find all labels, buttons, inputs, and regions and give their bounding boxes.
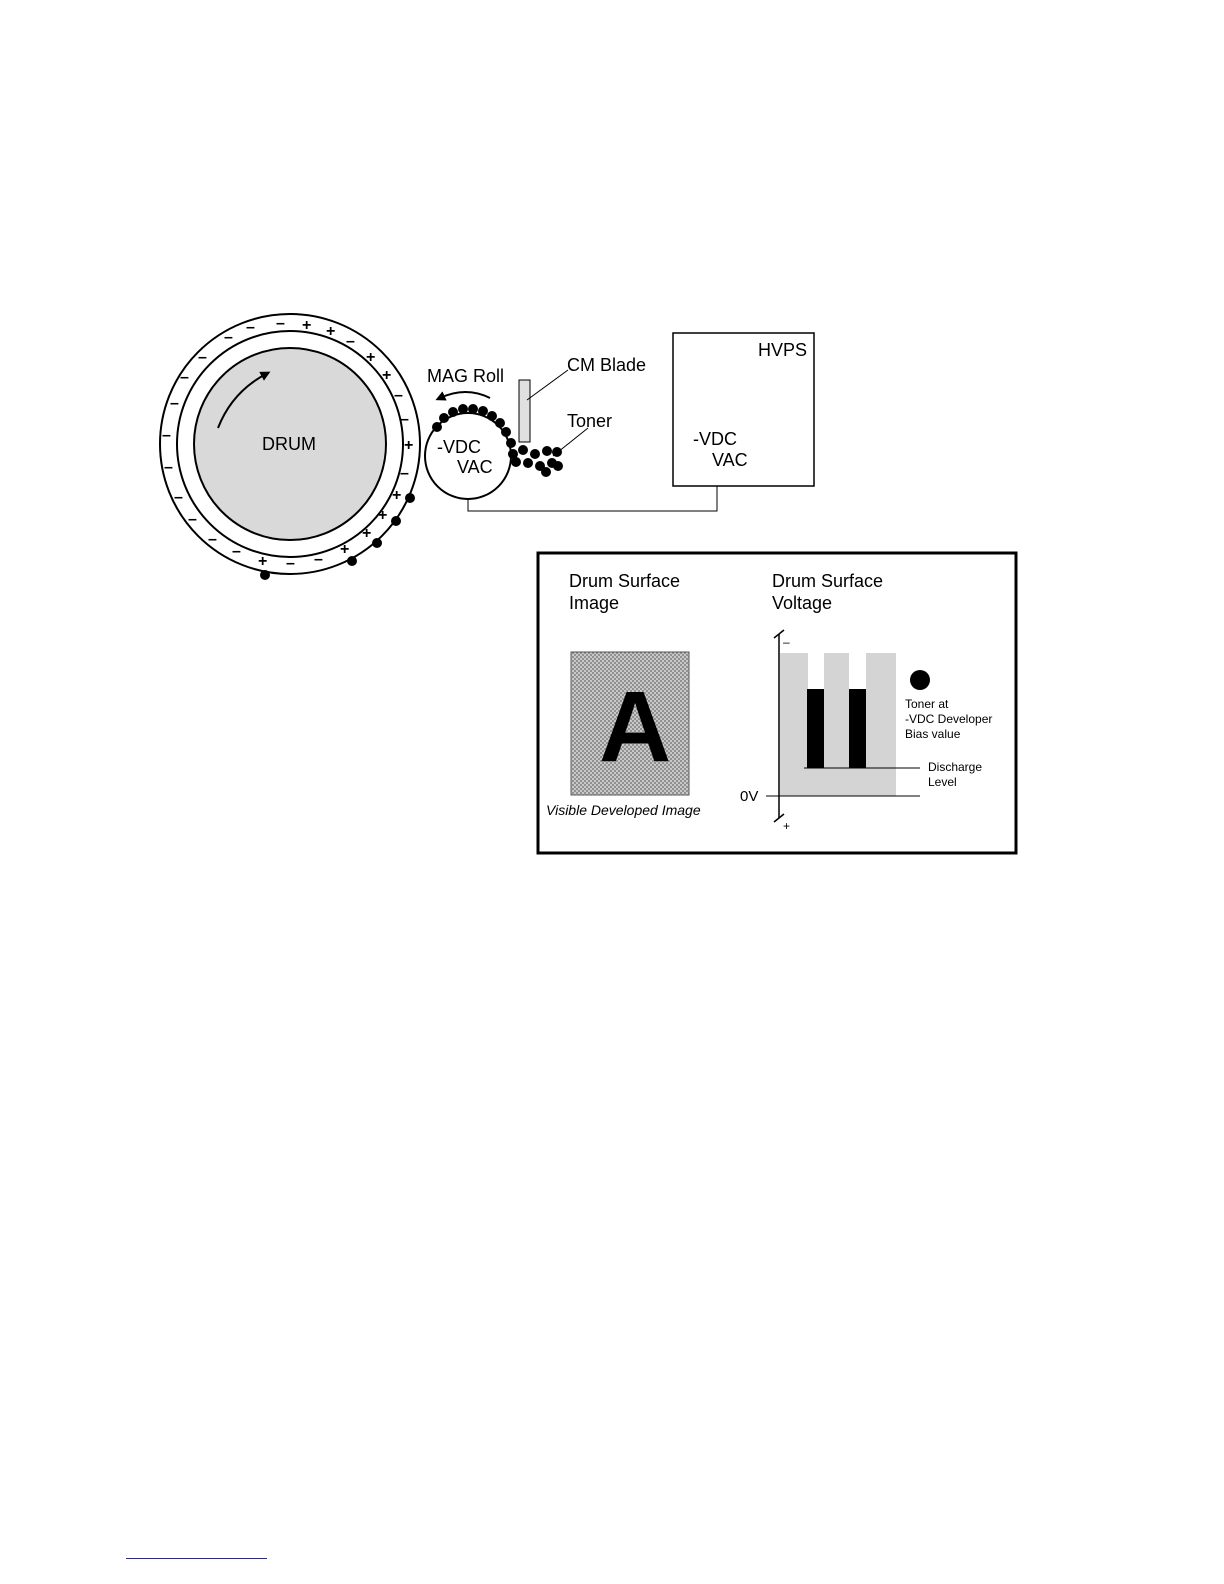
toner-particle [347, 556, 357, 566]
charge-plus: + [378, 507, 388, 524]
mag-roll-vdc: -VDC [437, 437, 481, 457]
voltage-toner-bar [849, 689, 866, 768]
toner-note-line3: Bias value [905, 727, 961, 741]
hvps-vdc: -VDC [693, 429, 737, 449]
charge-plus: + [258, 553, 268, 570]
toner-particle [523, 458, 533, 468]
footer-link-underline [126, 1558, 267, 1559]
charge-minus: – [174, 489, 183, 506]
mag-roll-vac: VAC [457, 457, 493, 477]
charge-minus: – [164, 459, 173, 476]
toner-particle [518, 445, 528, 455]
charge-plus: + [382, 367, 392, 384]
toner-note-line2: -VDC Developer [905, 712, 993, 726]
charge-minus: – [198, 349, 207, 366]
toner-particle [468, 404, 478, 414]
hvps-vac: VAC [712, 450, 748, 470]
toner-particle [478, 406, 488, 416]
mag-roll [425, 366, 511, 499]
charge-minus: – [232, 543, 241, 560]
cm-blade-label: CM Blade [567, 355, 647, 375]
discharge-label-line1: Discharge [928, 760, 983, 774]
charge-minus: – [162, 427, 171, 444]
charge-minus: – [286, 555, 295, 572]
bias-connection-wire [468, 486, 717, 511]
charge-plus: + [340, 541, 350, 558]
toner-particle [542, 446, 552, 456]
voltage-gap [808, 653, 824, 689]
charge-minus: – [246, 319, 255, 336]
charge-minus: – [188, 511, 197, 528]
toner-particle [448, 407, 458, 417]
charge-minus: – [346, 333, 355, 350]
voltage-grey-base [780, 653, 896, 796]
charge-minus: – [314, 551, 323, 568]
toner-particle [506, 438, 516, 448]
zero-volt-label: 0V [740, 788, 759, 805]
mag-roll-label: MAG Roll [427, 366, 505, 386]
toner-particle [553, 461, 563, 471]
charge-minus: – [394, 387, 403, 404]
charge-plus: + [366, 349, 376, 366]
toner-particle [501, 427, 511, 437]
toner-particle [495, 418, 505, 428]
mag-roll-rotation-arrow-icon [440, 392, 490, 398]
toner-particle [432, 422, 442, 432]
toner-particle [511, 457, 521, 467]
developed-image-caption: Visible Developed Image [546, 802, 701, 818]
voltage-toner-bar [807, 689, 824, 768]
charge-minus: – [224, 329, 233, 346]
hvps [673, 333, 814, 486]
hvps-title: HVPS [758, 340, 808, 360]
axis-top-sign: – [783, 635, 790, 649]
toner-leader [553, 428, 588, 456]
toner-particle [541, 467, 551, 477]
axis-bottom-sign: + [783, 819, 791, 833]
surface-image-title-line2: Image [569, 593, 620, 613]
charge-plus: + [404, 437, 414, 454]
drum-label: DRUM [262, 434, 316, 454]
toner-label: Toner [567, 411, 613, 431]
toner-particle [439, 413, 449, 423]
charge-minus: – [276, 315, 285, 332]
inset-panel [538, 553, 1016, 853]
toner-note-line1: Toner at [905, 697, 949, 711]
charge-minus: – [170, 395, 179, 412]
surface-image-title-line1: Drum Surface [569, 571, 681, 591]
cm-blade-leader [527, 370, 568, 400]
toner-particle [405, 493, 415, 503]
toner-particle [372, 538, 382, 548]
cm-blade-rect [519, 380, 530, 442]
toner-particle [487, 411, 497, 421]
charge-minus: – [208, 531, 217, 548]
discharge-label-line2: Level [928, 775, 957, 789]
toner-particle [530, 449, 540, 459]
toner-particle [458, 404, 468, 414]
toner-legend-dot [910, 670, 930, 690]
charge-minus: – [180, 369, 189, 386]
voltage-gap [849, 653, 866, 689]
charge-plus: + [326, 323, 336, 340]
charge-minus: – [400, 411, 409, 428]
toner-particle [260, 570, 270, 580]
developed-letter: A [599, 671, 672, 783]
surface-voltage-title-line1: Drum Surface [772, 571, 884, 591]
charge-plus: + [302, 317, 312, 334]
toner-particle [391, 516, 401, 526]
charge-plus: + [392, 487, 402, 504]
charge-plus: + [362, 525, 372, 542]
surface-voltage-title-line2: Voltage [772, 593, 833, 613]
charge-minus: – [400, 465, 409, 482]
